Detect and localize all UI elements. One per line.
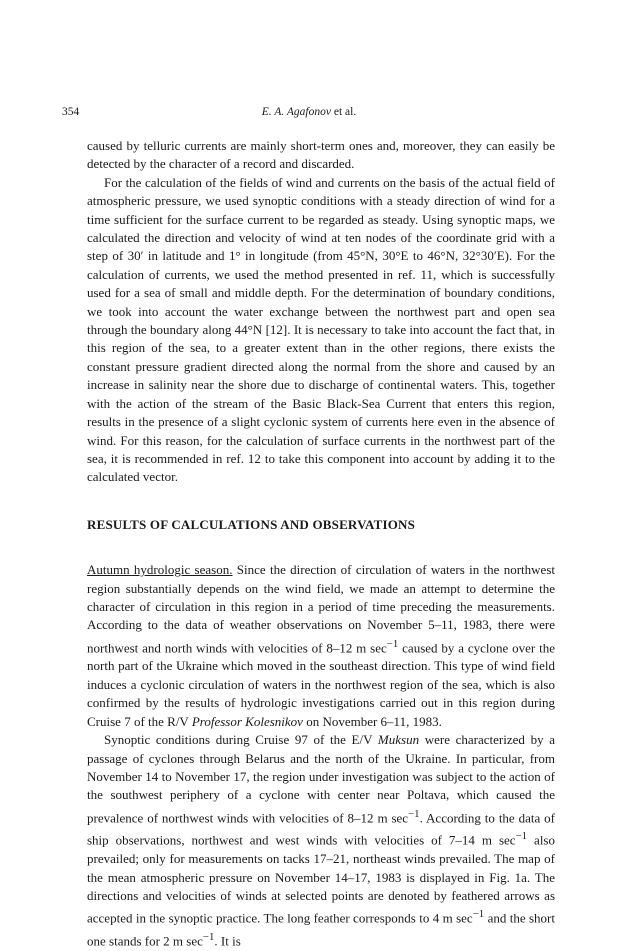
vessel-name-muksun: Muksun — [377, 732, 420, 748]
synoptic-text-1: Synoptic conditions during Cruise 97 of the E/V — [104, 732, 378, 748]
paragraph-synoptic — [87, 731, 555, 951]
autumn-text-1: Since the direction of circulation of waters in the northwest region substantially depends on the wind field, we made an attempt to determine the character of circulation in this region in a period of time preceding the measurements. According to the data of weather observations on November 5–11, 1983, there were northwest and north winds with velocities of 8–12 m sec — [87, 562, 555, 656]
synoptic-sup-2: −1 — [515, 830, 528, 843]
vessel-name-kolesnikov: Professor Kolesnikov — [191, 713, 303, 729]
synoptic-sup-4: −1 — [202, 931, 215, 944]
paragraph-method: For the calculation of the fields of wind and currents on the basis of the actual field of atmospheric pressure, we used synoptic conditions with a steady direction of wind for a time sufficient for the surface current to be regarded as steady. Using synoptic maps, we calculated the direction and velocity of wind at ten nodes of the coordinate grid with a step of 30′ in latitude and 1° in longitude (from 45°N, 30°E to 46°N, 32°30′E). For the calculation of currents, we used the method presented in ref. 11, which is successfully used for a sea of small and middle depth. For the determination of boundary conditions, we took into account the water exchange between the northwest part and open sea through the boundary along 44°N [12]. It is necessary to take into account the fact that, in this region of the sea, to a greater extent than in the other regions, there exists the constant pressure gradient directed along the normal from the shore and caused by an increase in salinity near the shore due to discharge of continental waters. This, together with the action of the stream of the Basic Black-Sea Current that enters this region, results in the presence of a slight cyclonic system of currents here even in the absence of wind. For this reason, for the calculation of surface currents in the northwest part of the sea, it is recommended in ref. 12 to take this component into account by adding it to the calculated vector. — [87, 174, 555, 485]
synoptic-sup-3: −1 — [472, 908, 485, 921]
synoptic-text-3: . According to the data of ship observations, northwest and west winds with velocities of 7–14 m sec — [87, 810, 555, 848]
paragraph-continuation: caused by telluric currents are mainly short-term ones and, moreover, they can easily be detected by the character of a record and discarded. — [87, 138, 555, 172]
page-number: 354 — [62, 106, 80, 118]
synoptic-sup-1: −1 — [408, 807, 420, 820]
synoptic-text-5: and the short one stands for 2 m sec — [87, 910, 555, 949]
autumn-text-2: caused by a cyclone over the north part of the Ukraine which moved in the southeast direction. This type of wind field induces a cyclonic circulation of waters in the northwest region of the sea, which is also confirmed by the results of hydrologic investigations carried out in this region during Cruise 7 of the R/V — [87, 640, 556, 729]
page-header — [62, 103, 556, 121]
autumn-text-3: on November 6–11, 1983. — [302, 713, 442, 729]
autumn-lead: Autumn hydrologic season. — [87, 562, 233, 578]
section-heading: RESULTS OF CALCULATIONS AND OBSERVATIONS — [87, 516, 416, 532]
running-head-et-al: et al. — [330, 106, 357, 118]
synoptic-text-2: were characterized by a passage of cyclones through Belarus and the north of the Ukraine. In particular, from November 14 to November 17, the region under investigation was subject to the action of the southwest periphery of a cyclone with center near Poltava, which caused the prevalence of northwest winds with velocities of 8–12 m sec — [87, 732, 555, 826]
running-head-authors: E. A. Agafonov — [261, 106, 331, 118]
running-head — [62, 103, 556, 121]
paragraph-autumn — [87, 561, 555, 731]
synoptic-text-4: also prevailed; only for measurements on tacks 17–21, northeast winds prevailed. The map of the mean atmospheric pressure on November 14–17, 1983 is displayed in Fig. 1a. The directions and velocities of winds at selected points are denoted by feathered arrows as accepted in the synoptic practice. The long feather corresponds to 4 m sec — [87, 832, 555, 926]
body-text — [87, 137, 555, 951]
autumn-sup-1: −1 — [386, 637, 399, 650]
synoptic-text-6: . It is — [214, 933, 241, 949]
